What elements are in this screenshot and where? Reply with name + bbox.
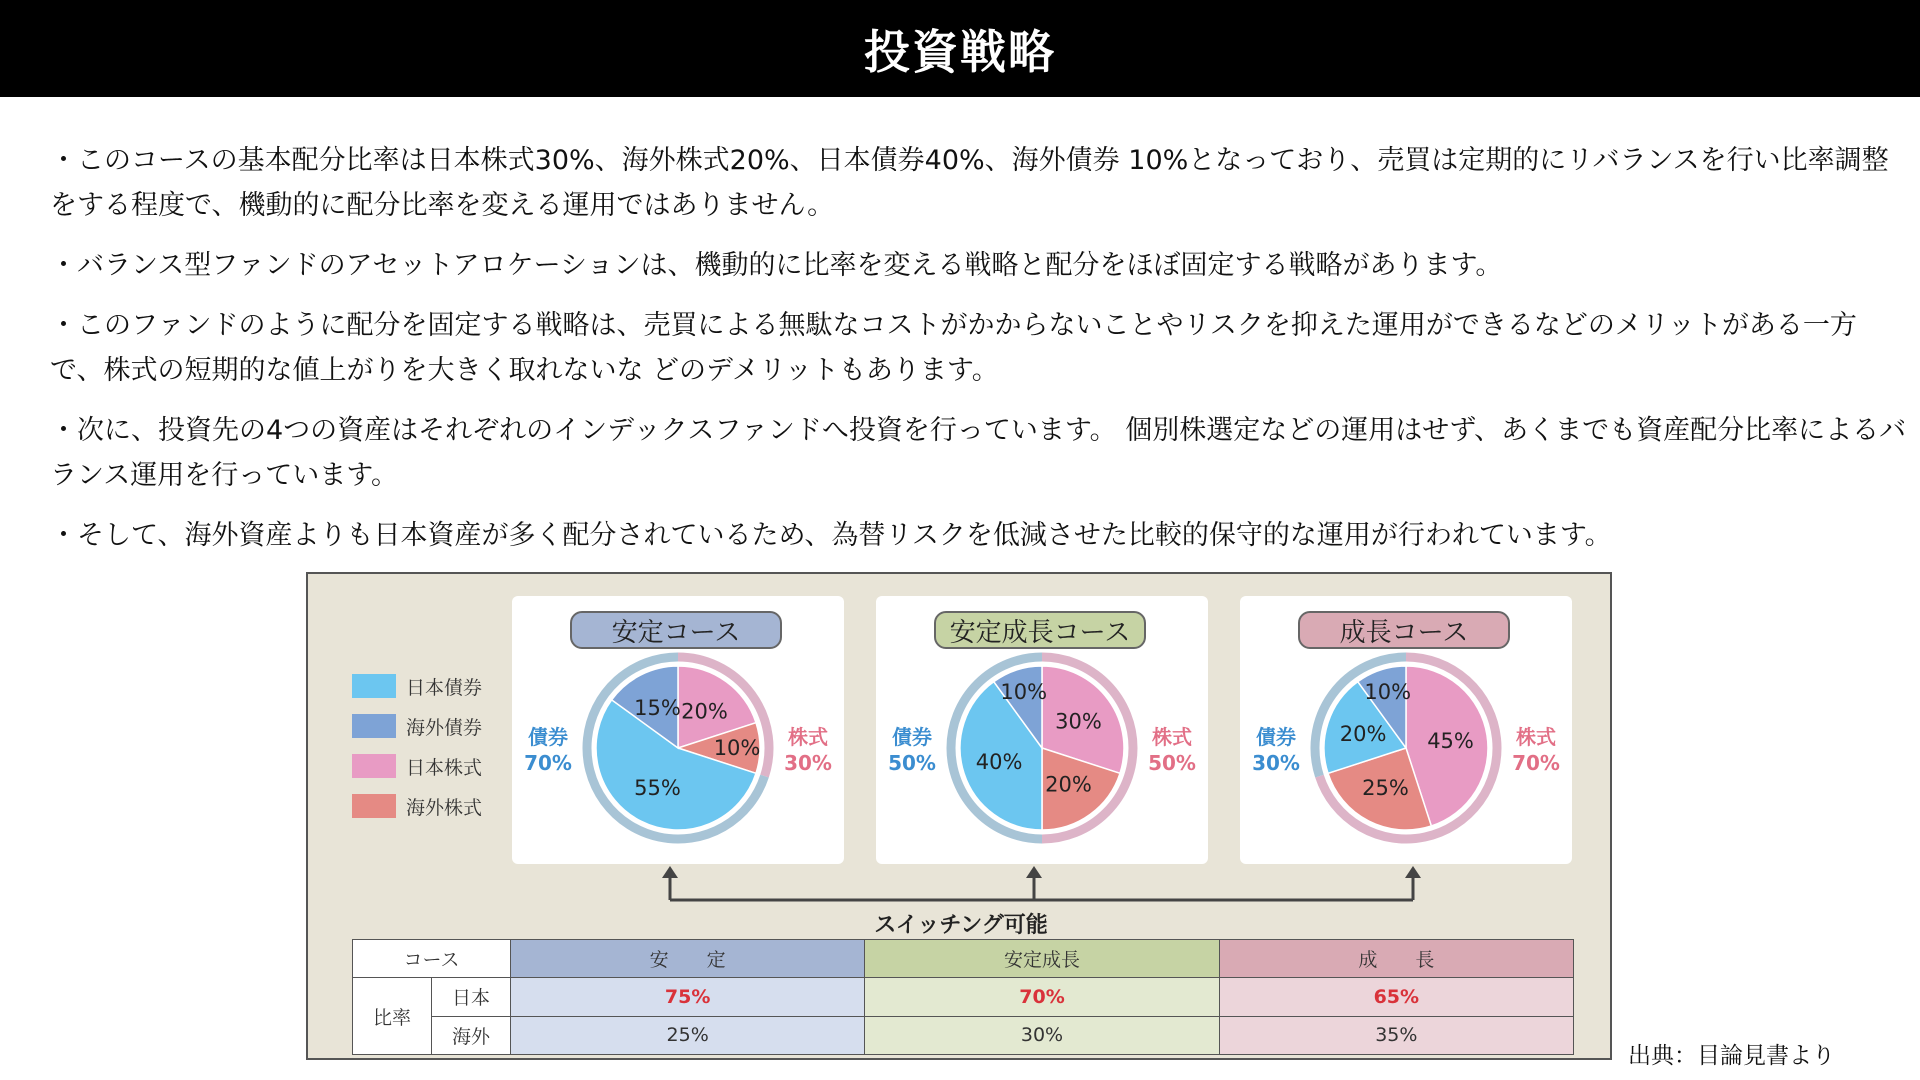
slice-label: 10% xyxy=(1364,679,1412,704)
bullet-item: ・次に、投資先の4つの資産はそれぞれのインデックスファンドへ投資を行っています。 個別株選定などの運用はせず、あくまでも資産配分比率によるバランス運用を行っています。 xyxy=(50,415,1907,491)
arrow-up-icon xyxy=(662,866,678,878)
stock-percent: 70% xyxy=(1512,751,1560,775)
slice-label: 10% xyxy=(1000,679,1048,704)
slice-label: 15% xyxy=(634,695,681,720)
slice-label: 25% xyxy=(1362,776,1409,801)
row-label: 日本 xyxy=(432,978,511,1016)
bullet-list xyxy=(50,138,1910,573)
table-cell: 35% xyxy=(1219,1016,1573,1054)
stock-label: 株式 xyxy=(1152,725,1192,749)
slice-label: 10% xyxy=(713,736,761,760)
ratio-label: 比率 xyxy=(353,978,432,1055)
course-card-stable-growth xyxy=(876,596,1208,864)
table-cell: 70% xyxy=(865,978,1219,1016)
table-cell: 25% xyxy=(511,1016,865,1054)
legend-swatch xyxy=(352,714,396,738)
table-cell: 75% xyxy=(511,978,865,1016)
course-label: 安定コース xyxy=(570,611,782,649)
bond-label: 債券 xyxy=(892,725,932,749)
bullet-item: ・このファンドのように配分を固定する戦略は、売買による無駄なコストがかからないことやリスクを抑えた運用ができるなどのメリットがある一方で、株式の短期的な値上がりを大きく取れないな どのデメリットもあります。 xyxy=(50,310,1857,386)
legend-item xyxy=(352,786,482,826)
legend-item xyxy=(352,706,482,746)
legend-swatch xyxy=(352,794,396,818)
arrow-up-icon xyxy=(1026,866,1042,878)
switching-indicator xyxy=(308,864,1614,944)
bullet-item: ・そして、海外資産よりも日本資産が多く配分されているため、為替リスクを低減させた比較的保守的な運用が行われています。 xyxy=(50,520,1612,551)
pie-chart xyxy=(876,596,1208,864)
course-card-growth xyxy=(1240,596,1572,864)
bond-label: 債券 xyxy=(1256,725,1296,749)
slice-label: 20% xyxy=(1339,722,1387,747)
bond-percent: 70% xyxy=(524,751,572,775)
slice-label: 30% xyxy=(1055,709,1102,734)
pie-chart xyxy=(512,596,844,864)
table-cell: 65% xyxy=(1219,978,1573,1016)
slice-label: 40% xyxy=(975,749,1023,774)
legend xyxy=(352,666,482,826)
table-cell: 30% xyxy=(865,1016,1219,1054)
legend-label: 海外債券 xyxy=(406,716,483,739)
course-header: コース xyxy=(353,940,511,978)
arrow-up-icon xyxy=(1405,866,1421,878)
course-label: 安定成長コース xyxy=(934,611,1146,649)
bond-percent: 30% xyxy=(1252,751,1300,775)
slice-label: 20% xyxy=(1045,772,1092,797)
course-label: 成長コース xyxy=(1298,611,1510,649)
legend-swatch xyxy=(352,754,396,778)
legend-swatch xyxy=(352,674,396,698)
title-bar xyxy=(0,0,1920,97)
course-header-cell: 安 定 xyxy=(511,940,865,978)
stock-percent: 30% xyxy=(784,751,832,775)
switch-label: スイッチング可能 xyxy=(874,913,1048,938)
stock-percent: 50% xyxy=(1148,751,1196,775)
course-card-stable xyxy=(512,596,844,864)
slice-label: 45% xyxy=(1427,728,1474,753)
stock-label: 株式 xyxy=(1516,725,1556,749)
legend-label: 日本債券 xyxy=(406,676,483,699)
ratio-table xyxy=(352,939,1574,1055)
bullet-item: ・このコースの基本配分比率は日本株式30%、海外株式20%、日本債券40%、海外債券 10%となっており、売買は定期的にリバランスを行い比率調整をする程度で、機動的に配分比率を変える運用ではありません。 xyxy=(50,145,1889,221)
bond-percent: 50% xyxy=(888,751,936,775)
legend-item xyxy=(352,746,482,786)
row-label: 海外 xyxy=(432,1016,511,1054)
bond-label: 債券 xyxy=(528,725,568,749)
stock-label: 株式 xyxy=(788,725,828,749)
legend-label: 日本株式 xyxy=(406,756,483,779)
table-header-row xyxy=(353,940,1574,978)
bullet-item: ・バランス型ファンドのアセットアロケーションは、機動的に比率を変える戦略と配分をほぼ固定する戦略があります。 xyxy=(50,250,1503,281)
table-row xyxy=(353,978,1574,1016)
allocation-figure xyxy=(306,572,1612,1060)
page-title: 投資戦略 xyxy=(864,24,1056,79)
legend-item xyxy=(352,666,482,706)
source-note: 出典：目論見書より xyxy=(1628,1043,1835,1069)
pie-chart xyxy=(1240,596,1572,864)
slice-label: 55% xyxy=(634,776,681,801)
slice-label: 20% xyxy=(681,699,728,724)
legend-label: 海外株式 xyxy=(406,796,483,819)
course-header-cell: 成 長 xyxy=(1219,940,1573,978)
table-row xyxy=(353,1016,1574,1054)
course-header-cell: 安定成長 xyxy=(865,940,1219,978)
